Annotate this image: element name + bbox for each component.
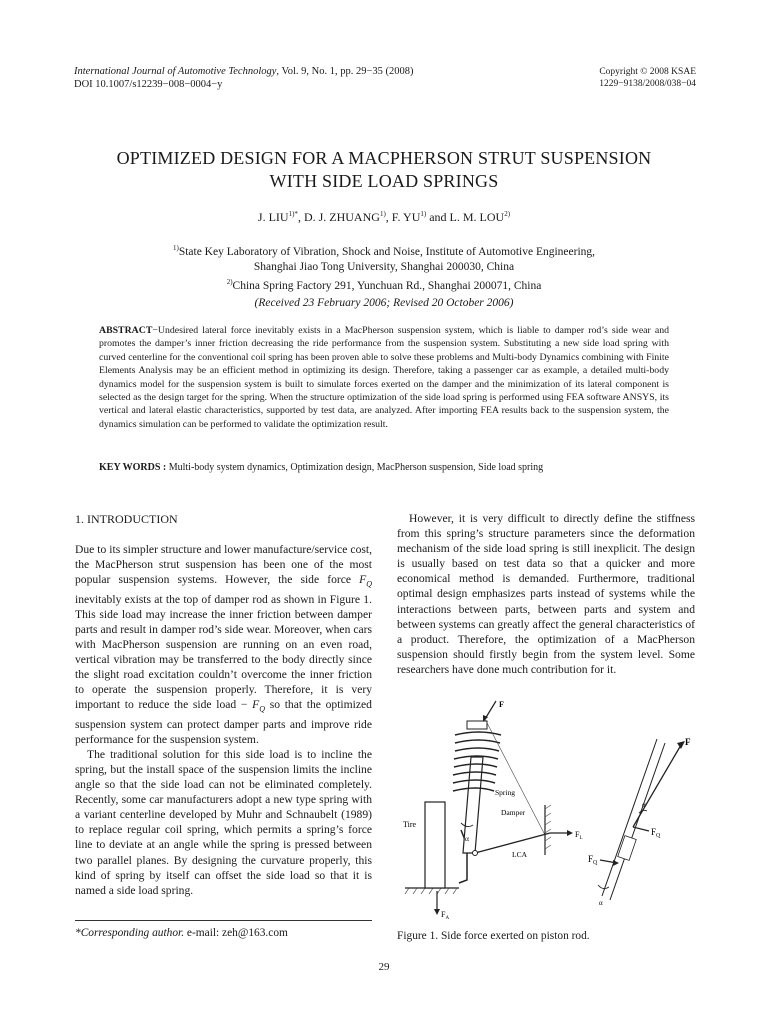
copyright: Copyright © 2008 KSAE [599, 67, 696, 77]
author-3: , F. YU [385, 210, 421, 224]
aff-2-sup: 2) [226, 277, 233, 286]
abstract-label: ABSTRACT [99, 325, 153, 336]
keywords-text: Multi-body system dynamics, Optimization design, MacPherson suspension, Side load spring [166, 462, 544, 473]
footnote [75, 927, 288, 939]
label-tire: Tire [403, 820, 417, 829]
intro-paragraph-3: However, it is very difficult to directly define the stiffness from this spring’s structure parameters since the deformation mechanism of the side load spring is still inexplicit. The design is usually based on test data so that a quicker and more economical method is demanded. Furthermore, traditional optimal design emphasizes parts instead of systems while the interactions between parts, between parts and system and between systems can greatly affect the general characteristics of a product. Therefore, the optimization of a MacPherson suspension should firstly begin from the system level. Some researchers have done much contribution for it. [397, 512, 695, 676]
title-line-2: WITH SIDE LOAD SPRINGS [269, 171, 499, 191]
label-fq: $F_Q$ [651, 827, 661, 839]
strut-block [618, 836, 637, 861]
p1-text-b: inevitably exists at the top of damper rod as shown in Figure 1. This side load may increase the inner friction between damper parts and result in damper rod’s side wear. Moreover, when cars with MacPherson suspension are running on an even road, vertical vibration may be transferred to the body directly since the slight road excitation couldn’t overcome the inner friction to operate the suspension properly. Therefore, it is very important to reduce the side load − [75, 592, 372, 712]
intro-right-column [397, 511, 695, 677]
label-alpha-1: α [465, 834, 469, 843]
fl-arrowhead [567, 830, 573, 836]
author-1: J. LIU [257, 210, 289, 224]
footnote-label: *Corresponding author. [75, 927, 185, 939]
received-dates: (Received 23 February 2006; Revised 20 October 2006) [254, 297, 514, 309]
fq-symbol: F [359, 573, 367, 587]
f-top-arrow [485, 701, 496, 719]
fa-arrowhead [434, 909, 440, 915]
label-alpha-2: α [642, 801, 646, 809]
section-heading-introduction: 1. INTRODUCTION [75, 512, 178, 526]
label-fq-2: $F_Q$ [588, 854, 598, 866]
p1-text-c: so that the optimized suspension system can protect damper parts and improve ride performance for the suspension system. [75, 698, 372, 746]
label-f-right: F [685, 737, 691, 747]
author-2-sup: 1) [379, 210, 386, 218]
force-line [485, 719, 545, 835]
p1-text-a: Due to its simpler structure and lower manufacture/service cost, the MacPherson strut suspension has been one of the most popular suspension systems. However, the side force [75, 543, 372, 587]
author-1-sup: 1)* [288, 210, 298, 218]
fq-arrowhead-lower [613, 860, 619, 866]
label-lca: LCA [512, 850, 527, 859]
authors [60, 210, 708, 225]
alpha-arc-3 [598, 885, 609, 889]
footnote-email: e-mail: zeh@163.com [184, 927, 288, 939]
force-diagram-axis [610, 743, 665, 900]
abstract [99, 324, 669, 431]
lca-ball-joint [473, 851, 478, 856]
force-diagram-axis-2 [602, 739, 657, 896]
aff-1-line-1: State Key Laboratory of Vibration, Shock and Noise, Institute of Automotive Engineering, [178, 245, 596, 258]
keywords-label: KEY WORDS : [99, 462, 167, 473]
figure-1-caption: Figure 1. Side force exerted on piston rod. [397, 930, 590, 942]
author-2: , D. J. ZHUANG [297, 210, 380, 224]
tire-shape [425, 802, 445, 888]
keywords [99, 462, 669, 473]
footnote-rule [75, 920, 372, 921]
title-line-1: OPTIMIZED DESIGN FOR A MACPHERSON STRUT SUSPENSION [116, 148, 652, 168]
intro-paragraph-1 [75, 542, 372, 747]
journal-citation: , Vol. 9, No. 1, pp. 29−35 (2008) [276, 66, 414, 77]
fq-sub: Q [366, 579, 372, 589]
copyright-block [599, 66, 696, 90]
ground-hatch [405, 888, 457, 894]
doi: DOI 10.1007/s12239−008−0004−y [74, 79, 223, 90]
fq-symbol-2: F [252, 698, 260, 712]
aff-1-line-2: Shanghai Jiao Tong University, Shanghai 200030, China [253, 260, 515, 273]
label-spring: Spring [495, 788, 516, 797]
aff-2-line-1: China Spring Factory 291, Yunchuan Rd., Shanghai 200071, China [232, 279, 542, 292]
affiliations [60, 241, 708, 294]
fq-sub-2: Q [259, 704, 266, 714]
figure-1-diagram [395, 695, 705, 925]
abstract-text: −Undesired lateral force inevitably exists in a MacPherson suspension system, which is liable to damper rod’s side wear and promotes the damper’s inner friction decreasing the ride performance from the suspension system. Substituting a new side load spring with curved centerline for the conventional coil spring has been proven able to solve these problems and Multi-body Dynamics combining with Finite Elements Analysis may be an efficient method in optimizing its design. Therefore, taking a passenger car as example, a detailed multi-body dynamics model for the suspension system is built to simulate forces exerted on the damper and the minimization of its lateral component is selected as the design target for the spring. When the structure optimization of the side load spring is performed using FEA software ANSYS, its vertical and lateral elastic characteristics, supported by test data, are analyzed. After importing FEA results back to the suspension system, the dynamics simulation can be performed to validate the optimization result. [99, 325, 669, 430]
label-f-top: F [499, 700, 504, 709]
label-fl: $F_L$ [575, 830, 583, 841]
author-4: and L. M. LOU [426, 210, 505, 224]
f-right-arrowhead [677, 741, 685, 749]
intro-paragraph-2: The traditional solution for this side load is to incline the spring, but the install space of the suspension limits the incline angle so that the side load can not be eliminated completely. Recently, some car manufacturers adopt a new type spring with a variant centerline developed by Muhr and Schnaubelt (1989) to replace regular coil spring, which permits a spring’s force line to deviate at an angle while the spring is pressed between two parallel planes. By designing the curvature properly, this kind of spring by itself can offset the side load so that it is named a side load spring. [75, 747, 372, 897]
label-fa: $F_A$ [441, 910, 450, 921]
journal-header [74, 65, 414, 91]
page-number: 29 [378, 961, 390, 973]
issn-code: 1229−9138/2008/038−04 [599, 79, 696, 89]
aff-1-sup: 1) [172, 244, 179, 252]
intro-left-column [75, 542, 372, 898]
paper-title [60, 147, 708, 193]
journal-name: International Journal of Automotive Technology [74, 66, 277, 77]
label-alpha-3: α [599, 899, 603, 907]
body-hatch [545, 805, 551, 849]
label-damper: Damper [501, 808, 526, 817]
author-4-sup: 2) [504, 210, 511, 218]
author-3-sup: 1) [420, 210, 427, 218]
top-mount [467, 721, 487, 729]
